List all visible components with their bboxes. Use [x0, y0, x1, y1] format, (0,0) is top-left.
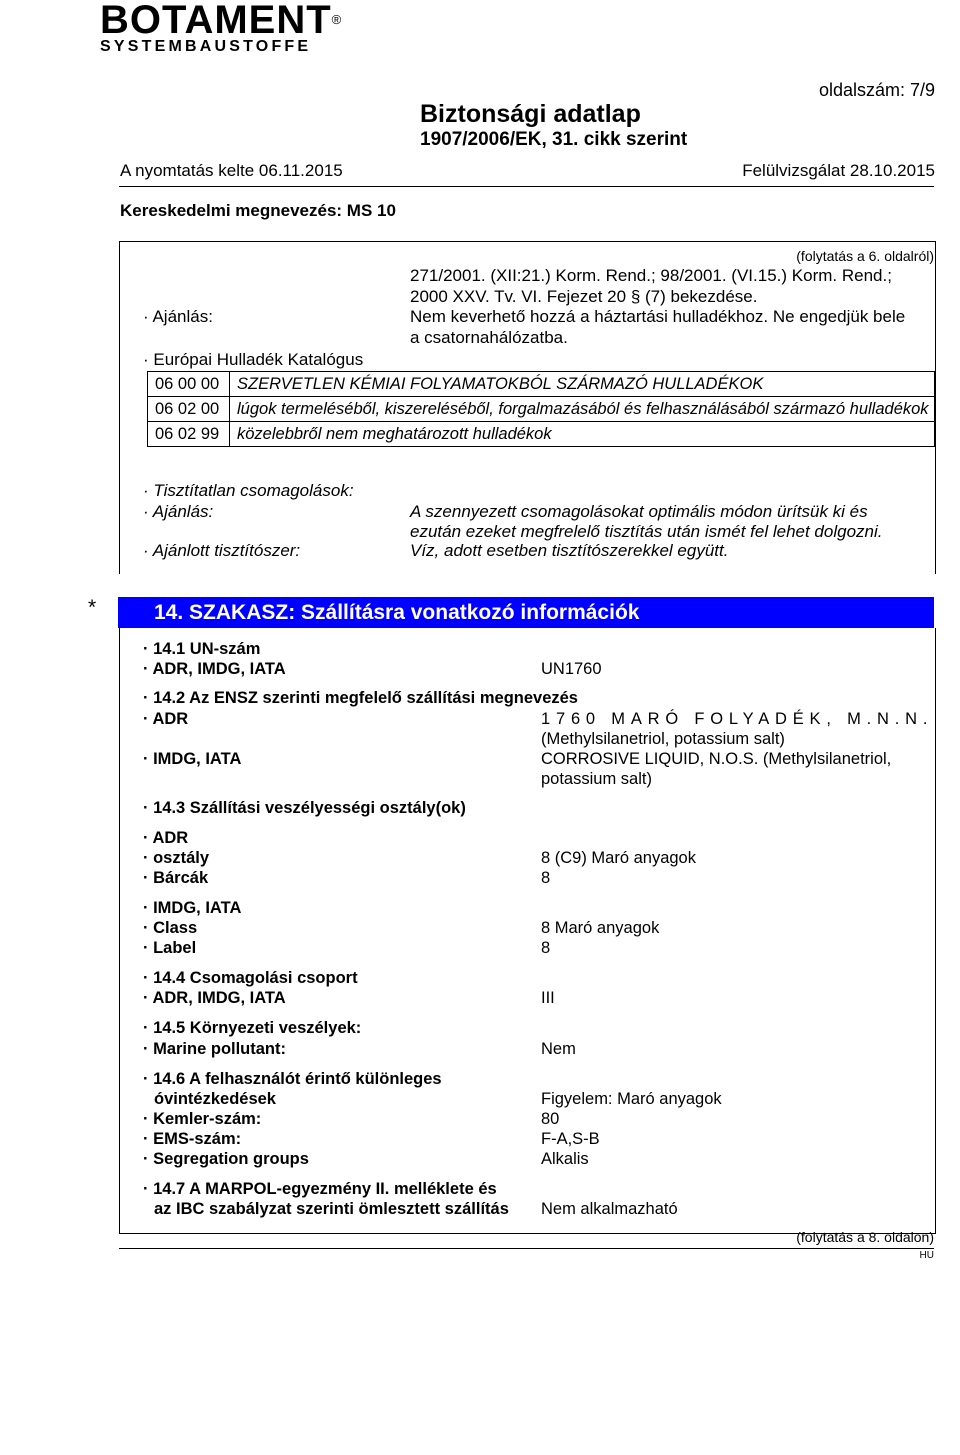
osztaly-value: 8 (C9) Maró anyagok [541, 849, 696, 867]
marpol-value: Nem alkalmazható [541, 1200, 678, 1218]
segregation-value: Alkalis [541, 1150, 589, 1168]
logo-tagline: SYSTEMBAUSTOFFE [100, 38, 312, 55]
imdg-shipping-name-line2: potassium salt) [541, 770, 652, 788]
adr-label: · ADR [143, 710, 188, 729]
footer-divider [119, 1248, 934, 1249]
ewc-code: 06 00 00 [148, 372, 230, 397]
barcak-value: 8 [541, 869, 551, 887]
marine-pollutant-label: · Marine pollutant: [143, 1040, 286, 1059]
ewc-code: 06 02 99 [148, 422, 230, 447]
adr-shipping-name-line2: (Methylsilanetriol, potassium salt) [541, 730, 785, 748]
kemler-label: · Kemler-szám: [143, 1110, 261, 1129]
label-value: 8 [541, 939, 551, 957]
barcak-label: · Bárcák [143, 869, 208, 888]
section14-heading [118, 597, 934, 628]
packing-group-heading: · 14.4 Csomagolási csoport [143, 969, 358, 988]
adr-shipping-name-line1: 1760 MARÓ FOLYADÉK, M.N.N. [541, 710, 934, 728]
ems-label: · EMS-szám: [143, 1130, 241, 1149]
segregation-label: · Segregation groups [143, 1150, 309, 1169]
revision-date: Felülvizsgálat 28.10.2015 [742, 161, 935, 180]
ewc-label: · Európai Hulladék Katalógus [143, 350, 363, 370]
page-number: oldalszám: 7/9 [818, 80, 935, 100]
shipping-name-heading: · 14.2 Az ENSZ szerinti megfelelő szállítási megnevezés [143, 689, 578, 708]
ewc-description: közelebbről nem meghatározott hulladékok [230, 422, 935, 447]
ewc-table [147, 371, 935, 447]
marpol-heading-line1: · 14.7 A MARPOL-egyezmény II. melléklete és [143, 1180, 497, 1199]
header-divider [119, 186, 934, 187]
packing-group-modes: · ADR, IMDG, IATA [143, 989, 286, 1008]
cleaning-agent-value: Víz, adott esetben tisztítószerekkel együtt. [410, 541, 729, 560]
special-precautions-value: Figyelem: Maró anyagok [541, 1090, 722, 1108]
packing-group-value: III [541, 989, 555, 1007]
cleaning-agent-label: · Ajánlott tisztítószer: [143, 541, 300, 561]
recommendation-line1: Nem keverhető hozzá a háztartási hulladékhoz. Ne engedjük bele [410, 307, 906, 326]
special-precautions-heading-line2: óvintézkedések [154, 1090, 276, 1108]
class-value: 8 Maró anyagok [541, 919, 660, 937]
imdg-shipping-name-line1: CORROSIVE LIQUID, N.O.S. (Methylsilanetriol, [541, 750, 892, 768]
adr-block-label: · ADR [143, 829, 188, 848]
trade-name: Kereskedelmi megnevezés: MS 10 [120, 201, 396, 220]
uncleaned-packaging-label: · Tisztítatlan csomagolások: [143, 481, 354, 501]
ewc-description: SZERVETLEN KÉMIAI FOLYAMATOKBÓL SZÁRMAZÓ HULLADÉKOK [230, 372, 935, 397]
document-subtitle: 1907/2006/EK, 31. cikk szerint [420, 129, 688, 150]
continued-from: (folytatás a 6. oldalról) [796, 248, 934, 264]
imdg-iata-label: · IMDG, IATA [143, 750, 241, 769]
special-precautions-heading-line1: · 14.6 A felhasználót érintő különleges [143, 1070, 442, 1089]
recommendation-line2: a csatornahálózatba. [410, 328, 568, 347]
registered-mark-icon: ® [331, 12, 343, 27]
ems-value: F-A,S-B [541, 1130, 600, 1148]
un-number-value: UN1760 [541, 660, 602, 678]
ewc-code: 06 02 00 [148, 397, 230, 422]
class-label: · Class [143, 919, 197, 938]
kemler-value: 80 [541, 1110, 560, 1128]
hazard-class-heading: · 14.3 Szállítási veszélyességi osztály(ok) [143, 799, 466, 818]
print-date: A nyomtatás kelte 06.11.2015 [120, 161, 343, 180]
law-reference-line2: 2000 XXV. Tv. VI. Fejezet 20 § (7) bekezdése. [410, 287, 758, 306]
marpol-heading-line2: az IBC szabályzat szerinti ömlesztett szállítás [154, 1200, 509, 1218]
marine-pollutant-value: Nem [541, 1040, 576, 1058]
continued-to: (folytatás a 8. oldalon) [796, 1229, 934, 1245]
ewc-description: lúgok termeléséből, kiszereléséből, forgalmazásából és felhasználásából származó hulladékok [230, 397, 935, 422]
section14-title: 14. SZAKASZ: Szállításra vonatkozó információk [154, 601, 640, 624]
environmental-hazards-heading: · 14.5 Környezeti veszélyek: [143, 1019, 361, 1038]
language-code: HU [919, 1250, 934, 1261]
law-reference-line1: 271/2001. (XII:21.) Korm. Rend.; 98/2001. (VI.15.) Korm. Rend.; [410, 266, 892, 285]
logo-name: BOTAMENT [100, 0, 332, 42]
uncleaned-recommendation-line2: ezután ezeket megfrelelő tisztítás után ismét fel lehet dolgozni. [410, 522, 883, 541]
change-marker: * [88, 596, 97, 619]
table-row [148, 372, 935, 397]
label-label: · Label [143, 939, 196, 958]
uncleaned-recommendation-label: · Ajánlás: [143, 502, 213, 522]
osztaly-label: · osztály [143, 849, 209, 868]
un-number-heading: · 14.1 UN-szám [143, 640, 260, 659]
un-number-modes: · ADR, IMDG, IATA [143, 660, 286, 679]
document-title: Biztonsági adatlap [420, 100, 641, 128]
table-row [148, 397, 935, 422]
imdg-block-label: · IMDG, IATA [143, 899, 241, 918]
company-logo [100, 0, 342, 40]
uncleaned-recommendation-line1: A szennyezett csomagolásokat optimális módon ürítsük ki és [410, 502, 868, 521]
recommendation-label: · Ajánlás: [143, 307, 213, 327]
table-row [148, 422, 935, 447]
